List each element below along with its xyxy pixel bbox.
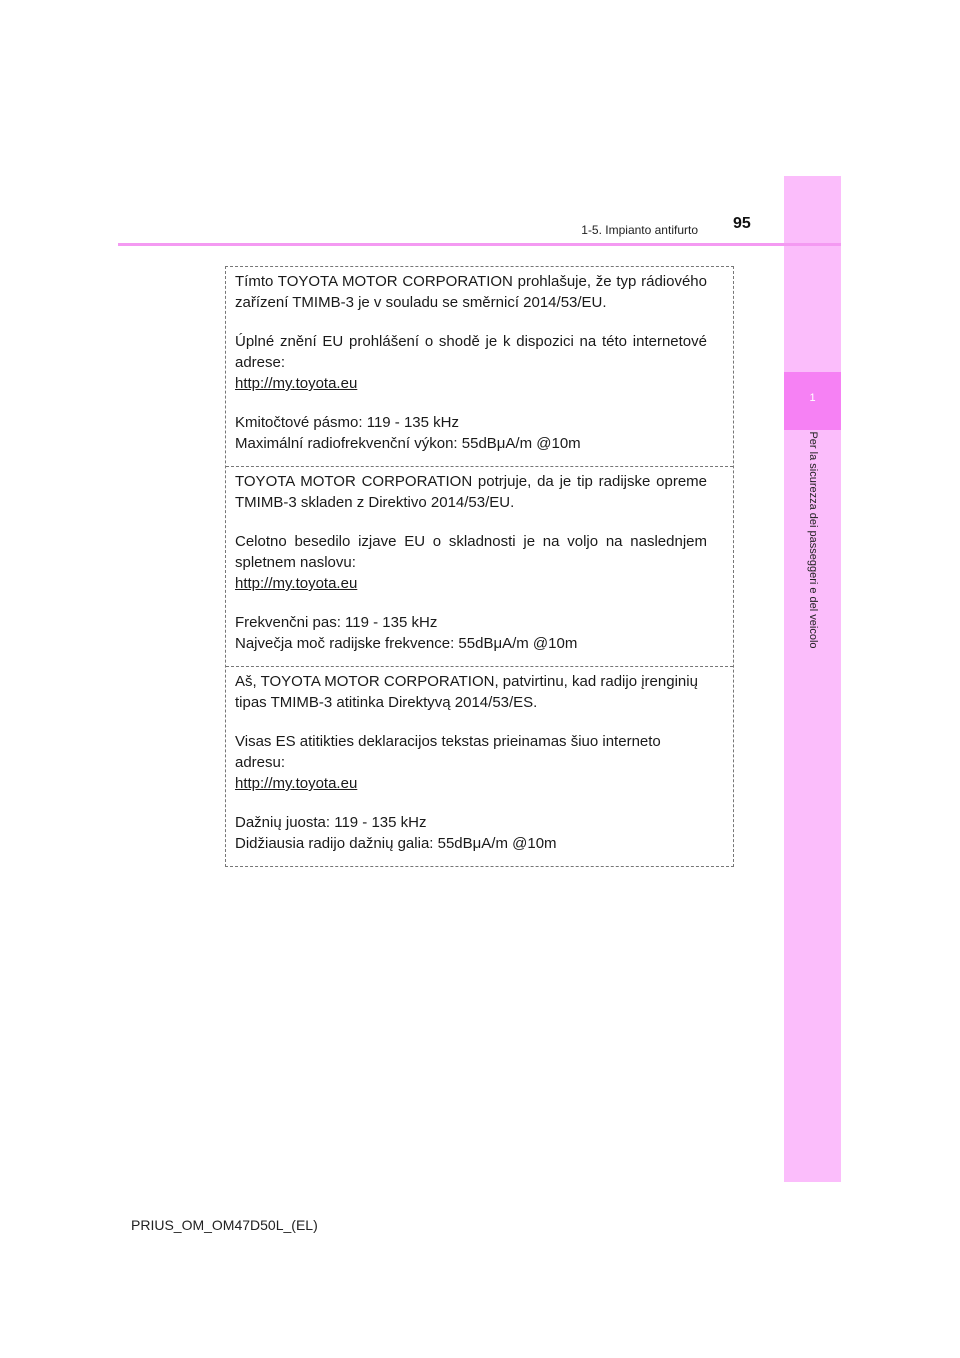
full-text-note: Visas ES atitikties deklaracijos tekstas prieinamas šiuo interneto adresu: xyxy=(235,733,661,771)
declaration-section-lithuanian xyxy=(226,667,733,866)
declaration-text: Tímto TOYOTA MOTOR CORPORATION prohlašuje, že typ rádiového zařízení TMIMB-3 je v souladu se směrnicí 2014/53/EU. xyxy=(235,273,707,311)
document-code: PRIUS_OM_OM47D50L_(EL) xyxy=(131,1217,318,1233)
header-rule xyxy=(118,243,841,246)
max-power: Maximální radiofrekvenční výkon: 55dBμA/m @10m xyxy=(235,435,581,452)
full-text-note: Celotno besedilo izjave EU o skladnosti je na voljo na naslednjem spletnem naslovu: xyxy=(235,533,707,571)
website-link[interactable]: http://my.toyota.eu xyxy=(235,775,358,792)
declaration-section-slovenian xyxy=(226,467,733,667)
declaration-text: TOYOTA MOTOR CORPORATION potrjuje, da je tip radijske opreme TMIMB-3 skladen z Direktivo 2014/53/EU. xyxy=(235,473,707,511)
chapter-title: Per la sicurezza dei passeggeri e del veicolo xyxy=(807,431,819,649)
side-tab xyxy=(784,176,841,1182)
frequency-band: Dažnių juosta: 119 - 135 kHz xyxy=(235,814,427,831)
page-number: 95 xyxy=(733,215,751,232)
declaration-section-czech xyxy=(226,267,733,467)
full-text-note: Úplné znění EU prohlášení o shodě je k dispozici na této internetové adrese: xyxy=(235,333,707,371)
declaration-box xyxy=(225,266,734,867)
frequency-band: Kmitočtové pásmo: 119 - 135 kHz xyxy=(235,414,459,431)
website-link[interactable]: http://my.toyota.eu xyxy=(235,575,358,592)
max-power: Didžiausia radijo dažnių galia: 55dBμA/m @10m xyxy=(235,835,557,852)
max-power: Največja moč radijske frekvence: 55dBμA/m @10m xyxy=(235,635,578,652)
section-title: 1-5. Impianto antifurto xyxy=(581,223,698,237)
chapter-number: 1 xyxy=(809,392,816,404)
website-link[interactable]: http://my.toyota.eu xyxy=(235,375,358,392)
frequency-band: Frekvenčni pas: 119 - 135 kHz xyxy=(235,614,438,631)
declaration-text: Aš, TOYOTA MOTOR CORPORATION, patvirtinu, kad radijo įrenginių tipas TMIMB-3 atitinka Direktyvą 2014/53/ES. xyxy=(235,673,698,711)
